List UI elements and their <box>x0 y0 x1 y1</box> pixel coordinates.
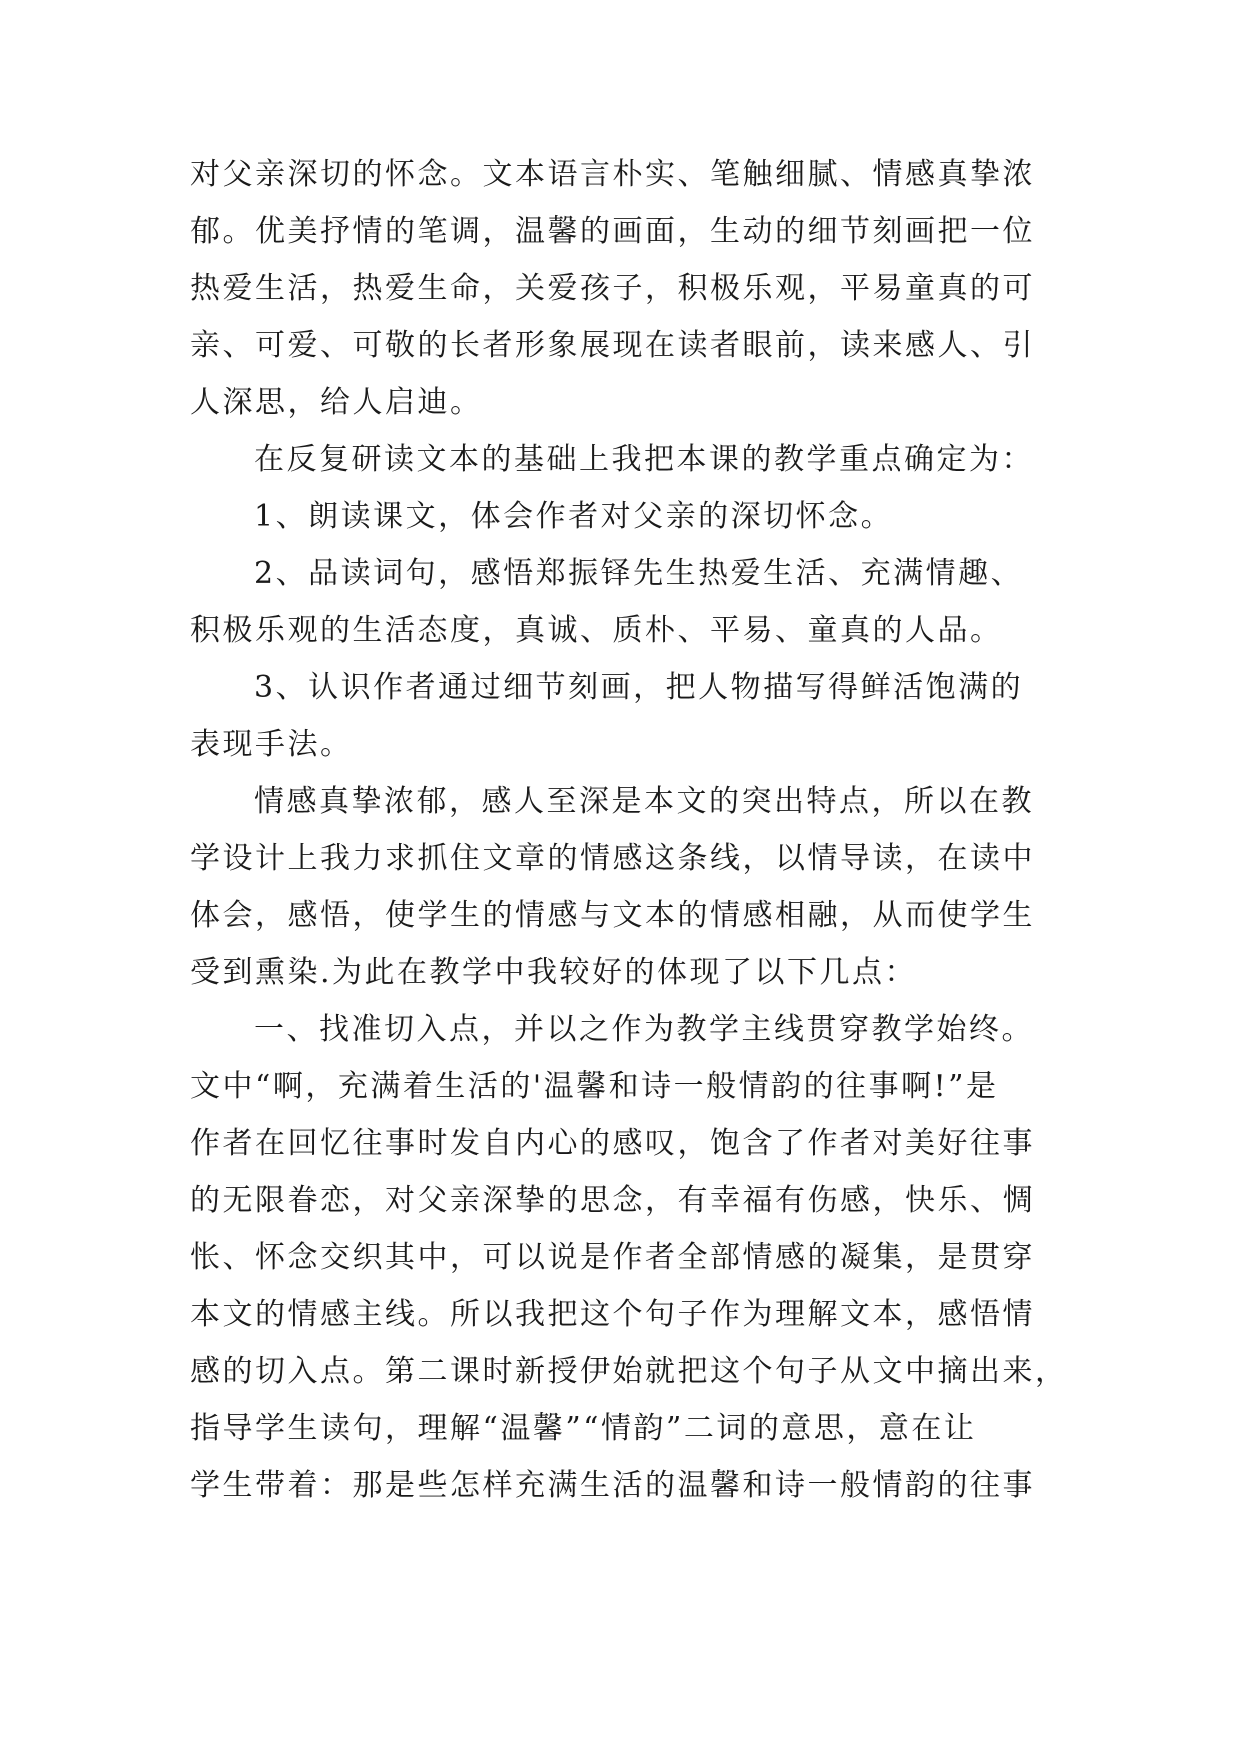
text-line-15: 受到熏染.为此在教学中我较好的体现了以下几点： <box>190 955 918 990</box>
list-item-2: 2、品读词句，感悟郑振铎先生热爱生活、充满情趣、 <box>254 556 1024 591</box>
list-item-3: 3、认识作者通过细节刻画，把人物描写得鲜活饱满的 <box>254 670 1024 705</box>
section-heading-1: 一、找准切入点，并以之作为教学主线贯穿教学始终。 <box>254 1012 1034 1047</box>
paragraph-focus-intro: 在反复研读文本的基础上我把本课的教学重点确定为： <box>254 442 1034 477</box>
text-line-13: 学设计上我力求抓住文章的情感这条线，以情导读，在读中 <box>190 841 1035 876</box>
text-line-18: 作者在回忆往事时发自内心的感叹，饱含了作者对美好往事 <box>190 1126 1035 1161</box>
list-item-1: 1、朗读课文，体会作者对父亲的深切怀念。 <box>254 499 894 534</box>
text-line-5: 人深思，给人启迪。 <box>190 385 483 420</box>
text-line-20: 怅、怀念交织其中，可以说是作者全部情感的凝集，是贯穿 <box>190 1240 1035 1275</box>
text-line-19: 的无限眷恋，对父亲深挚的思念，有幸福有伤感，快乐、惆 <box>190 1183 1035 1218</box>
list-item-3-cont: 表现手法。 <box>190 727 353 762</box>
paragraph-emotion: 情感真挚浓郁，感人至深是本文的突出特点，所以在教 <box>254 784 1034 819</box>
text-line-21: 本文的情感主线。所以我把这个句子作为理解文本，感悟情 <box>190 1297 1035 1332</box>
text-line-3: 热爱生活，热爱生命，关爱孩子，积极乐观，平易童真的可 <box>190 271 1035 306</box>
text-line-1: 对父亲深切的怀念。文本语言朴实、笔触细腻、情感真挚浓 <box>190 157 1035 192</box>
text-line-4: 亲、可爱、可敬的长者形象展现在读者眼前，读来感人、引 <box>190 328 1035 363</box>
text-line-2: 郁。优美抒情的笔调，温馨的画面，生动的细节刻画把一位 <box>190 214 1035 249</box>
text-line-17: 文中“啊，充满着生活的'温馨和诗一般情韵的往事啊!”是 <box>190 1069 999 1104</box>
list-item-2-cont: 积极乐观的生活态度，真诚、质朴、平易、童真的人品。 <box>190 613 1003 648</box>
text-line-24: 学生带着：那是些怎样充满生活的温馨和诗一般情韵的往事 <box>190 1468 1035 1503</box>
text-line-14: 体会，感悟，使学生的情感与文本的情感相融，从而使学生 <box>190 898 1035 933</box>
text-line-23: 指导学生读句，理解“温馨”“情韵”二词的意思，意在让 <box>190 1411 977 1446</box>
text-line-22: 感的切入点。第二课时新授伊始就把这个句子从文中摘出来， <box>190 1354 1068 1389</box>
